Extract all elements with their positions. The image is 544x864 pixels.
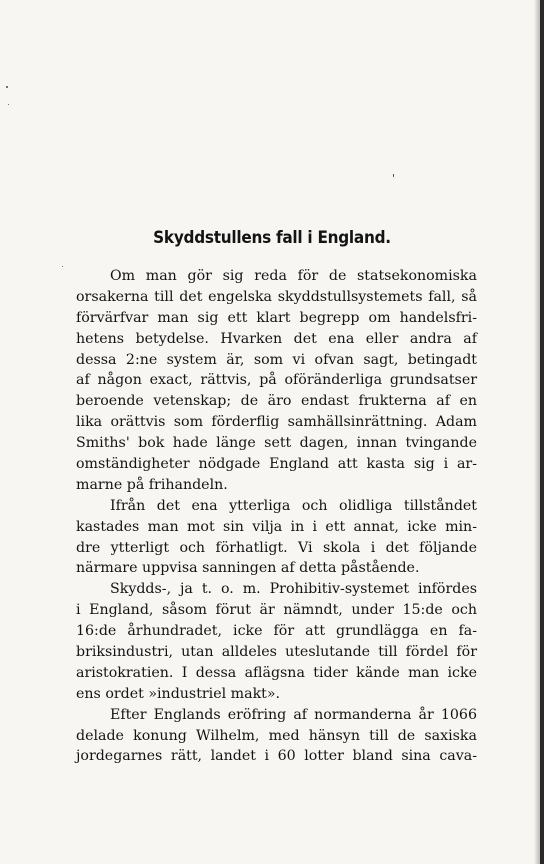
text-line: Om man gör sig reda för de statsekonomiska [110,268,477,284]
text-line: af någon exact, rättvis, på oföränderliga grundsatser [76,372,477,389]
text-line: Ifrån det ena ytterliga och olidliga tillståndet [110,497,477,514]
text-line: dre ytterligt och förhatligt. Vi skola i det följande [76,539,477,556]
text-line: jordegarnes rätt, landet i 60 lotter bland sina cava- [76,748,477,765]
text-line: orsakerna till det engelska skyddstullsystemets fall, så [76,288,477,305]
text-line: Smiths' bok hade länge sett dagen, innan tvingande [76,435,477,452]
text-line: kastades man mot sin vilja in i ett annat, icke min- [76,518,477,535]
dust-speck [6,86,8,88]
dust-speck [393,174,394,177]
text-line: Efter Englands eröfring af normanderna år 1066 [110,706,477,723]
text-line: lika orättvis som förderflig samhällsinrättning. Adam [76,414,477,431]
dust-speck [62,266,63,267]
text-line: 16:de århundradet, icke för att grundlägga en fa- [76,623,477,640]
text-line: närmare uppvisa sanningen af detta påstående. [76,560,420,577]
dust-speck [8,104,9,105]
body-text [76,266,477,767]
text-line: marne på frihandeln. [76,476,228,493]
chapter-title: Skyddstullens fall i England. [153,228,391,248]
text-line: beroende vetenskap; de äro endast frukterna af en [76,393,477,410]
text-line: briksindustri, utan alldeles uteslutande till fördel för [76,644,477,661]
text-line: hetens betydelse. Hvarken det ena eller andra af [76,330,477,347]
text-line: förvärfvar man sig ett klart begrepp om handelsfri- [76,309,477,326]
text-line: omständigheter nödgade England att kasta sig i ar- [76,456,477,473]
text-line: ens ordet »industriel makt». [76,685,281,702]
text-line: dessa 2:ne system är, som vi ofvan sagt, betingadt [76,351,477,368]
text-line: i England, såsom förut är nämndt, under 15:de och [76,602,477,619]
text-line: aristokratien. I dessa aflägsna tider kände man icke [76,664,477,681]
text-line: Skydds-, ja t. o. m. Prohibitiv-systemet infördes [110,581,477,598]
text-line: delade konung Wilhelm, med hänsyn till de saxiska [76,727,477,744]
page-edge-border [540,0,544,864]
